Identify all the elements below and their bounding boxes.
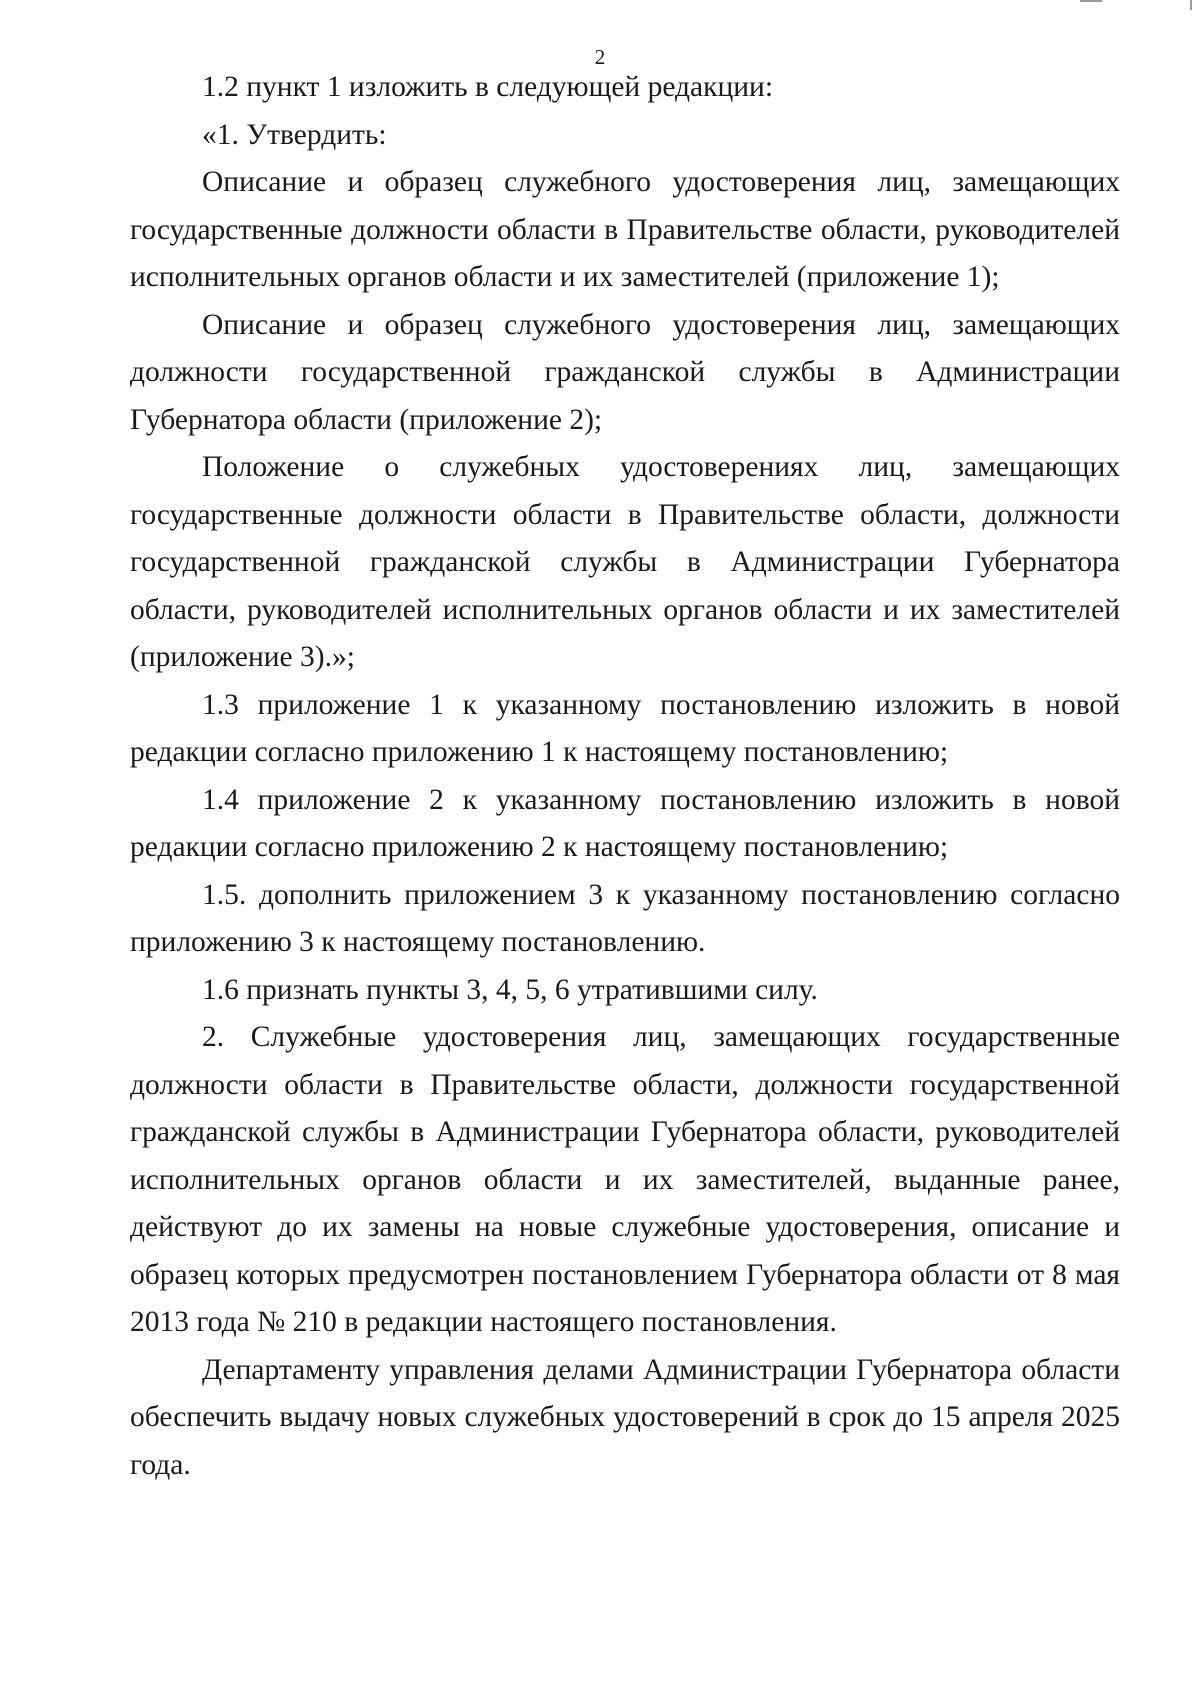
paragraph-approve: «1. Утвердить:: [202, 118, 387, 151]
paragraph-1-6: 1.6 признать пункты 3, 4, 5, 6 утратившими силу.: [202, 973, 818, 1006]
paragraph-description-2: Описание и образец служебного удостоверения лиц, замещающих должности государственной гражданской службы в Администрации Губернатора области (приложение 2);: [130, 308, 1120, 436]
paragraph-1-5: 1.5. дополнить приложением 3 к указанному постановлению согласно приложению 3 к настоящему постановлению.: [130, 878, 1120, 958]
page-number: 2: [594, 45, 606, 69]
paragraph-1-4: 1.4 приложение 2 к указанному постановлению изложить в новой редакции согласно приложению 2 к настоящему постановлению;: [130, 783, 1120, 863]
paragraph-description-1: Описание и образец служебного удостоверения лиц, замещающих государственные должности области в Правительстве области, руководителей исполнительных органов области и их заместителей (приложение 1);: [130, 166, 1120, 293]
scan-edge-mark-top: [1080, 0, 1102, 2]
document-body: [130, 64, 1120, 1489]
paragraph-regulation: Положение о служебных удостоверениях лиц, замещающих государственные должности области в Правительстве области, должности государственной гражданской службы в Администрации Губернатора области, руководителей исполнительных органов области и их заместителей (приложение 3).»;: [130, 451, 1120, 673]
scan-edge-mark-right: [1190, 0, 1192, 10]
paragraph-2: 2. Служебные удостоверения лиц, замещающих государственные должности области в Правительстве области, должности государственной гражданской службы в Администрации Губернатора области, руководителей исполнительных органов области и их заместителей, выданные ранее, действуют до их замены на новые служебные удостоверения, описание и образец которых предусмотрен постановлением Губернатора области от 8 мая 2013 года № 210 в редакции настоящего постановления.: [130, 1021, 1120, 1338]
paragraph-1-3: 1.3 приложение 1 к указанному постановлению изложить в новой редакции согласно приложению 1 к настоящему постановлению;: [130, 688, 1120, 768]
paragraph-1-2: 1.2 пункт 1 изложить в следующей редакции:: [202, 71, 774, 103]
paragraph-department: Департаменту управления делами Администрации Губернатора области обеспечить выдачу новых служебных удостоверений в срок до 15 апреля 2025 года.: [130, 1353, 1120, 1481]
